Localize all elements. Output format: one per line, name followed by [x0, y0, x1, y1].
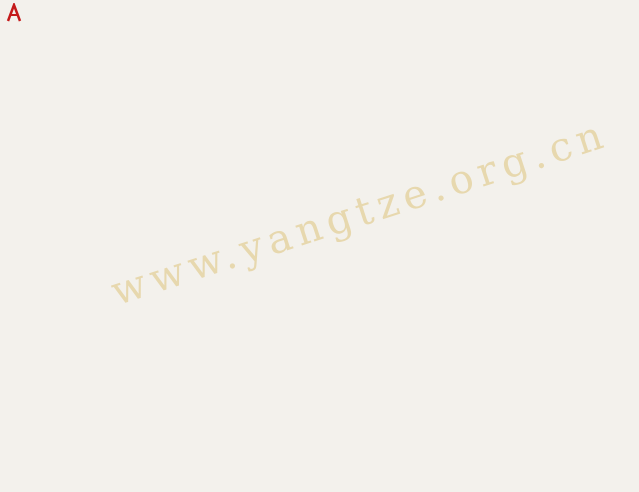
watermark: www.yangtze.org.cn [105, 110, 615, 316]
logo-icon [6, 3, 22, 23]
site-header [0, 0, 639, 28]
